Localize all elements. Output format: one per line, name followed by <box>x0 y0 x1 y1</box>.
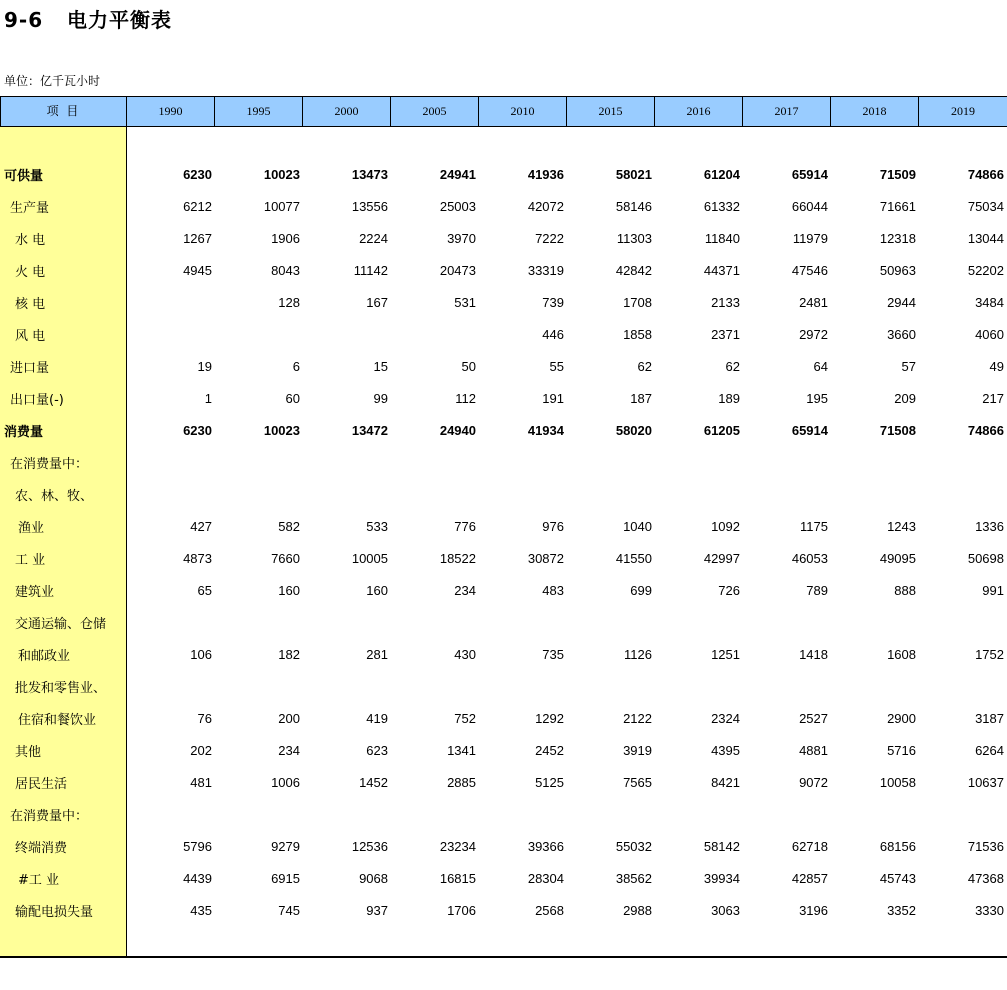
cell-value: 12536 <box>351 838 388 854</box>
table-row <box>0 382 1007 414</box>
cell-value: 47546 <box>791 262 828 278</box>
cell-value: 42857 <box>791 870 828 886</box>
cell-value: 234 <box>278 742 300 758</box>
cell-value: 1126 <box>624 646 652 662</box>
cell-value: 2224 <box>359 230 388 246</box>
row-label: 在消费量中： <box>10 808 89 824</box>
cell-value: 23234 <box>439 838 476 854</box>
header-year: 2015 <box>567 97 655 126</box>
header-year: 1995 <box>215 97 303 126</box>
cell-value: 55 <box>549 358 564 374</box>
row-label: 进口量 <box>10 360 50 376</box>
cell-value: 71661 <box>879 198 916 214</box>
cell-value: 2568 <box>535 902 564 918</box>
row-label: 风 电 <box>15 328 46 344</box>
cell-value: 1006 <box>271 774 300 790</box>
table-row <box>0 830 1007 862</box>
cell-value: 976 <box>542 518 564 534</box>
cell-value: 4881 <box>799 742 828 758</box>
row-label: 工 业 <box>15 552 46 568</box>
cell-value: 24940 <box>439 422 476 438</box>
row-label: 渔业 <box>18 520 45 536</box>
cell-value: 5796 <box>183 838 212 854</box>
cell-value: 64 <box>813 358 828 374</box>
cell-value: 209 <box>894 390 916 406</box>
cell-value: 2900 <box>887 710 916 726</box>
row-label: 农、林、牧、 <box>15 488 94 504</box>
cell-value: 1858 <box>623 326 652 342</box>
table-row <box>0 574 1007 606</box>
cell-value: 38562 <box>615 870 652 886</box>
cell-value: 699 <box>630 582 652 598</box>
cell-value: 1341 <box>447 742 476 758</box>
cell-value: 41934 <box>527 422 564 438</box>
cell-value: 202 <box>190 742 212 758</box>
row-label: 居民生活 <box>15 776 68 792</box>
cell-value: 50 <box>461 358 476 374</box>
cell-value: 1292 <box>535 710 564 726</box>
cell-value: 1251 <box>711 646 740 662</box>
cell-value: 10077 <box>263 198 300 214</box>
cell-value: 2885 <box>447 774 476 790</box>
table-row <box>0 510 1007 542</box>
cell-value: 5716 <box>887 742 916 758</box>
cell-value: 726 <box>718 582 740 598</box>
cell-value: 66044 <box>791 198 828 214</box>
cell-value: 61205 <box>703 422 740 438</box>
cell-value: 483 <box>542 582 564 598</box>
cell-value: 3919 <box>623 742 652 758</box>
cell-value: 13556 <box>351 198 388 214</box>
cell-value: 3660 <box>887 326 916 342</box>
table-row <box>0 862 1007 894</box>
cell-value: 735 <box>542 646 564 662</box>
cell-value: 19 <box>197 358 212 374</box>
cell-value: 4395 <box>711 742 740 758</box>
cell-value: 24941 <box>439 166 476 182</box>
cell-value: 531 <box>454 294 476 310</box>
cell-value: 191 <box>542 390 564 406</box>
row-label: 消费量 <box>4 424 44 440</box>
cell-value: 2452 <box>535 742 564 758</box>
cell-value: 42997 <box>703 550 740 566</box>
table-row <box>0 638 1007 670</box>
cell-value: 65914 <box>791 166 828 182</box>
cell-value: 28304 <box>527 870 564 886</box>
cell-value: 937 <box>366 902 388 918</box>
cell-value: 430 <box>454 646 476 662</box>
cell-value: 11840 <box>704 230 740 246</box>
cell-value: 58020 <box>615 422 652 438</box>
cell-value: 25003 <box>439 198 476 214</box>
row-label: 可供量 <box>4 168 44 184</box>
cell-value: 6230 <box>183 422 212 438</box>
table-row <box>0 414 1007 446</box>
cell-value: 76 <box>197 710 212 726</box>
cell-value: 62 <box>725 358 740 374</box>
cell-value: 1336 <box>975 518 1004 534</box>
cell-value: 2972 <box>799 326 828 342</box>
cell-value: 4945 <box>183 262 212 278</box>
cell-value: 7660 <box>271 550 300 566</box>
cell-value: 3970 <box>447 230 476 246</box>
table-row <box>0 798 1007 830</box>
cell-value: 6212 <box>183 198 212 214</box>
cell-value: 10637 <box>967 774 1004 790</box>
cell-value: 1752 <box>975 646 1004 662</box>
row-label: 其他 <box>15 744 42 760</box>
cell-value: 41936 <box>527 166 564 182</box>
cell-value: 33319 <box>527 262 564 278</box>
cell-value: 74866 <box>967 422 1004 438</box>
cell-value: 752 <box>454 710 476 726</box>
table-row <box>0 702 1007 734</box>
cell-value: 2527 <box>799 710 828 726</box>
cell-value: 3063 <box>711 902 740 918</box>
table-row <box>0 222 1007 254</box>
cell-value: 10023 <box>263 422 300 438</box>
row-label: 输配电损失量 <box>15 904 94 920</box>
cell-value: 3330 <box>975 902 1004 918</box>
cell-value: 11979 <box>792 230 828 246</box>
cell-value: 71509 <box>879 166 916 182</box>
cell-value: 1243 <box>887 518 916 534</box>
cell-value: 481 <box>190 774 212 790</box>
cell-value: 52202 <box>967 262 1004 278</box>
cell-value: 234 <box>454 582 476 598</box>
header-year: 1990 <box>127 97 215 126</box>
cell-value: 47368 <box>967 870 1004 886</box>
cell-value: 60 <box>285 390 300 406</box>
cell-value: 1418 <box>799 646 828 662</box>
cell-value: 42842 <box>615 262 652 278</box>
cell-value: 2371 <box>711 326 740 342</box>
cell-value: 4439 <box>183 870 212 886</box>
cell-value: 888 <box>894 582 916 598</box>
cell-value: 10005 <box>351 550 388 566</box>
cell-value: 58142 <box>703 838 740 854</box>
cell-value: 776 <box>454 518 476 534</box>
cell-value: 9072 <box>799 774 828 790</box>
cell-value: 13473 <box>351 166 388 182</box>
table-row <box>0 286 1007 318</box>
table-row <box>0 158 1007 190</box>
cell-value: 991 <box>982 582 1004 598</box>
header-year: 2017 <box>743 97 831 126</box>
cell-value: 71508 <box>879 422 916 438</box>
cell-value: 3352 <box>887 902 916 918</box>
cell-value: 61204 <box>703 166 740 182</box>
cell-value: 2988 <box>623 902 652 918</box>
header-year: 2019 <box>951 104 975 118</box>
cell-value: 41550 <box>615 550 652 566</box>
cell-value: 68156 <box>879 838 916 854</box>
row-label: 建筑业 <box>15 584 55 600</box>
cell-value: 10023 <box>263 166 300 182</box>
cell-value: 427 <box>190 518 212 534</box>
cell-value: 582 <box>278 518 300 534</box>
header-year: 2016 <box>655 97 743 126</box>
cell-value: 2324 <box>711 710 740 726</box>
cell-value: 7565 <box>623 774 652 790</box>
cell-value: 7222 <box>535 230 564 246</box>
cell-value: 58021 <box>615 166 652 182</box>
row-label: 终端消费 <box>15 840 68 856</box>
cell-value: 62718 <box>791 838 828 854</box>
cell-value: 61332 <box>703 198 740 214</box>
page-title: 9-6 电力平衡表 <box>4 8 173 32</box>
cell-value: 11303 <box>616 230 652 246</box>
cell-value: 30872 <box>527 550 564 566</box>
cell-value: 50963 <box>879 262 916 278</box>
table-header <box>0 96 1007 127</box>
cell-value: 3484 <box>975 294 1004 310</box>
row-label: 生产量 <box>10 200 50 216</box>
cell-value: 39934 <box>703 870 740 886</box>
cell-value: 739 <box>542 294 564 310</box>
cell-value: 160 <box>366 582 388 598</box>
cell-value: 189 <box>718 390 740 406</box>
cell-value: 167 <box>366 294 388 310</box>
table-row <box>0 254 1007 286</box>
cell-value: 55032 <box>615 838 652 854</box>
cell-value: 2122 <box>623 710 652 726</box>
cell-value: 745 <box>278 902 300 918</box>
cell-value: 1 <box>204 390 212 406</box>
table-row <box>0 542 1007 574</box>
cell-value: 446 <box>542 326 564 342</box>
cell-value: 15 <box>373 358 388 374</box>
cell-value: 1708 <box>623 294 652 310</box>
cell-value: 1267 <box>183 230 212 246</box>
cell-value: 45743 <box>879 870 916 886</box>
header-year: 2005 <box>391 97 479 126</box>
cell-value: 195 <box>806 390 828 406</box>
cell-value: 128 <box>278 294 300 310</box>
table-row <box>0 350 1007 382</box>
cell-value: 1906 <box>271 230 300 246</box>
cell-value: 112 <box>455 390 476 406</box>
cell-value: 2133 <box>711 294 740 310</box>
header-year: 2010 <box>479 97 567 126</box>
cell-value: 419 <box>366 710 388 726</box>
cell-value: 200 <box>278 710 300 726</box>
cell-value: 39366 <box>527 838 564 854</box>
cell-value: 106 <box>190 646 212 662</box>
cell-value: 4873 <box>183 550 212 566</box>
cell-value: 187 <box>630 390 652 406</box>
table-row <box>0 318 1007 350</box>
cell-value: 57 <box>901 358 916 374</box>
table-row <box>0 894 1007 926</box>
unit-label: 单位：亿千瓦小时 <box>4 74 101 88</box>
cell-value: 2944 <box>887 294 916 310</box>
cell-value: 1040 <box>623 518 652 534</box>
cell-value: 58146 <box>615 198 652 214</box>
cell-value: 3196 <box>799 902 828 918</box>
table-row <box>0 606 1007 638</box>
cell-value: 281 <box>366 646 388 662</box>
cell-value: 11142 <box>353 262 388 278</box>
cell-value: 13472 <box>351 422 388 438</box>
cell-value: 623 <box>366 742 388 758</box>
cell-value: 65 <box>197 582 212 598</box>
row-label: 核 电 <box>15 296 46 312</box>
table-row <box>0 766 1007 798</box>
row-label: 火 电 <box>15 264 46 280</box>
cell-value: 49 <box>989 358 1004 374</box>
cell-value: 6264 <box>975 742 1004 758</box>
cell-value: 1452 <box>359 774 388 790</box>
header-year: 2018 <box>831 97 919 126</box>
cell-value: 16815 <box>439 870 476 886</box>
cell-value: 46053 <box>791 550 828 566</box>
table-row <box>0 478 1007 510</box>
cell-value: 435 <box>190 902 212 918</box>
cell-value: 182 <box>278 646 300 662</box>
cell-value: 9279 <box>271 838 300 854</box>
cell-value: 8043 <box>271 262 300 278</box>
cell-value: 99 <box>373 390 388 406</box>
cell-value: 1092 <box>711 518 740 534</box>
header-year: 2000 <box>303 97 391 126</box>
row-label: #工 业 <box>18 872 60 888</box>
cell-value: 20473 <box>439 262 476 278</box>
cell-value: 6915 <box>271 870 300 886</box>
row-label: 交通运输、仓储 <box>15 616 107 632</box>
cell-value: 217 <box>982 390 1004 406</box>
cell-value: 50698 <box>967 550 1004 566</box>
table-row <box>0 190 1007 222</box>
table-row <box>0 734 1007 766</box>
cell-value: 74866 <box>967 166 1004 182</box>
cell-value: 1706 <box>447 902 476 918</box>
cell-value: 6230 <box>183 166 212 182</box>
cell-value: 1608 <box>887 646 916 662</box>
cell-value: 789 <box>806 582 828 598</box>
row-label: 住宿和餐饮业 <box>18 712 97 728</box>
table-body <box>0 158 1007 926</box>
cell-value: 10058 <box>879 774 916 790</box>
cell-value: 160 <box>278 582 300 598</box>
table-bottom-rule <box>0 956 1007 958</box>
row-label: 在消费量中： <box>10 456 89 472</box>
cell-value: 9068 <box>359 870 388 886</box>
cell-value: 3187 <box>975 710 1004 726</box>
row-label: 出口量(-) <box>10 392 64 408</box>
row-label: 水 电 <box>15 232 46 248</box>
cell-value: 4060 <box>975 326 1004 342</box>
table-row <box>0 670 1007 702</box>
cell-value: 13044 <box>967 230 1004 246</box>
cell-value: 62 <box>637 358 652 374</box>
row-label: 和邮政业 <box>18 648 71 664</box>
cell-value: 533 <box>366 518 388 534</box>
cell-value: 75034 <box>967 198 1004 214</box>
cell-value: 2481 <box>799 294 828 310</box>
row-label: 批发和零售业、 <box>15 680 107 696</box>
cell-value: 5125 <box>535 774 564 790</box>
cell-value: 42072 <box>527 198 564 214</box>
cell-value: 6 <box>292 358 300 374</box>
cell-value: 71536 <box>967 838 1004 854</box>
cell-value: 8421 <box>711 774 740 790</box>
cell-value: 1175 <box>800 518 828 534</box>
cell-value: 65914 <box>791 422 828 438</box>
cell-value: 12318 <box>879 230 916 246</box>
cell-value: 18522 <box>439 550 476 566</box>
cell-value: 49095 <box>879 550 916 566</box>
header-item: 项 目 <box>0 97 127 126</box>
table-row <box>0 446 1007 478</box>
cell-value: 44371 <box>703 262 740 278</box>
